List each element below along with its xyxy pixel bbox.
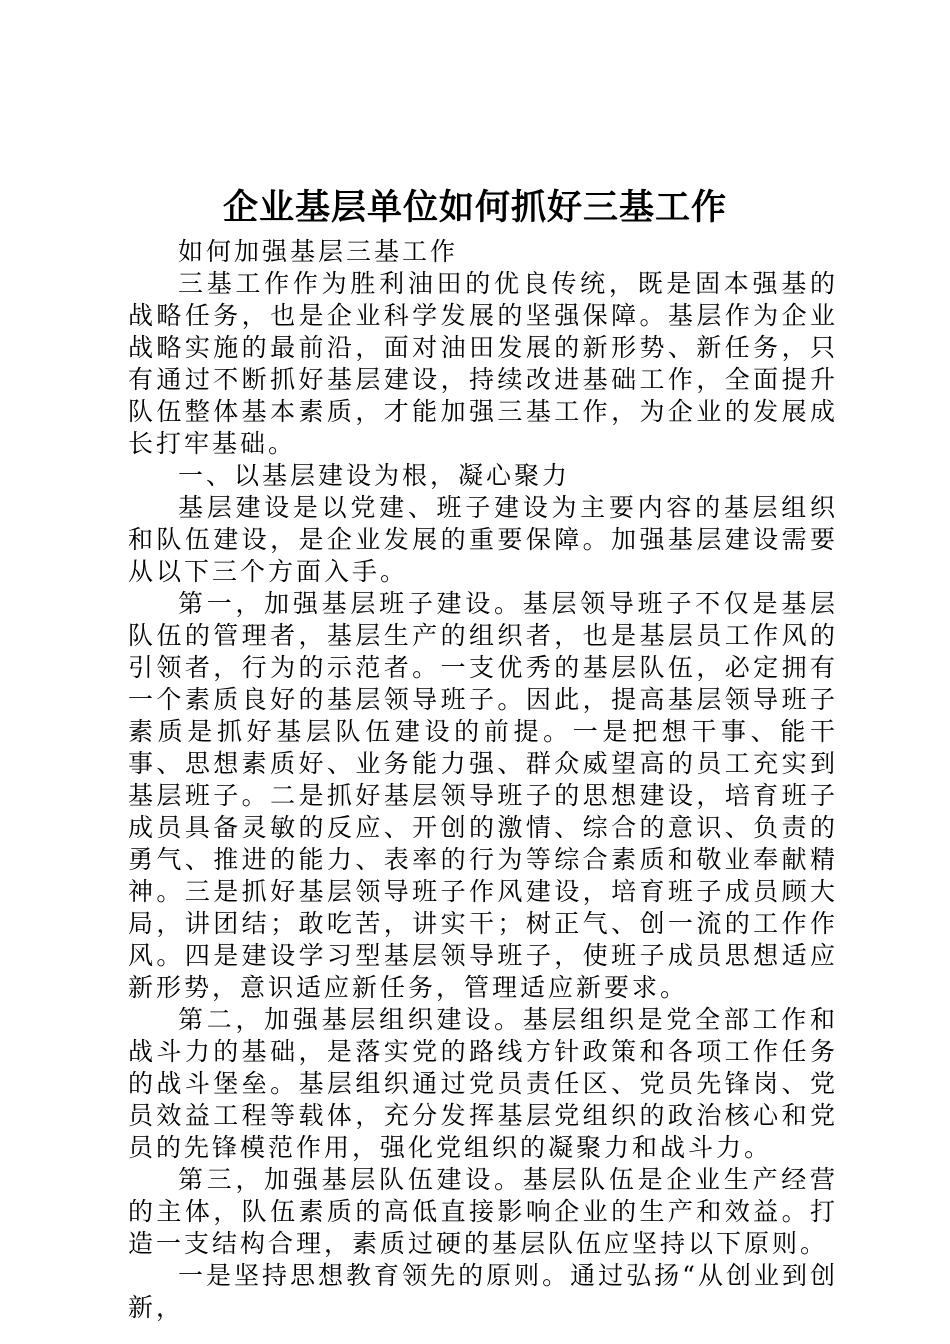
body-paragraph: 三基工作作为胜利油田的优良传统，既是固本强基的战略任务，也是企业科学发展的坚强保障。基层作为企业战略实施的最前沿，面对油田发展的新形势、新任务，只有通过不断抓好基层建设，持续改进基础工作，全面提升队伍整体基本素质，才能加强三基工作，为企业的发展成长打牢基础。: [128, 269, 838, 458]
section-heading: 一、以基层建设为根，凝心聚力: [178, 461, 571, 490]
body-paragraph: 基层建设是以党建、班子建设为主要内容的基层组织和队伍建设，是企业发展的重要保障。加强基层建设需要从以下三个方面入手。: [128, 493, 838, 586]
body-paragraph: 第三，加强基层队伍建设。基层队伍是企业生产经营的主体，队伍素质的高低直接影响企业的生产和效益。打造一支结构合理，素质过硬的基层队伍应坚持以下原则。: [128, 1165, 838, 1258]
body-paragraph: 第二，加强基层组织建设。基层组织是党全部工作和战斗力的基础，是落实党的路线方针政策和各项工作任务的战斗堡垒。基层组织通过党员责任区、党员先锋岗、党员效益工程等载体，充分发挥基层党组织的政治核心和党员的先锋模范作用，强化党组织的凝聚力和战斗力。: [128, 1005, 838, 1162]
body-paragraph: 一是坚持思想教育领先的原则。通过弘扬“从创业到创新，: [128, 1261, 838, 1322]
document-body: [128, 236, 838, 1324]
subtitle-paragraph: 如何加强基层三基工作: [178, 237, 459, 266]
body-paragraph: 第一，加强基层班子建设。基层领导班子不仅是基层队伍的管理者，基层生产的组织者，也是基层员工作风的引领者，行为的示范者。一支优秀的基层队伍，必定拥有一个素质良好的基层领导班子。因此，提高基层领导班子素质是抓好基层队伍建设的前提。一是把想干事、能干事、思想素质好、业务能力强、群众威望高的员工充实到基层班子。二是抓好基层领导班子的思想建设，培育班子成员具备灵敏的反应、开创的激情、综合的意识、负责的勇气、推进的能力、表率的行为等综合素质和敬业奉献精神。三是抓好基层领导班子作风建设，培育班子成员顾大局，讲团结；敢吃苦，讲实干；树正气、创一流的工作作风。四是建设学习型基层领导班子，使班子成员思想适应新形势，意识适应新任务，管理适应新要求。: [128, 589, 838, 1002]
document-title: 企业基层单位如何抓好三基工作: [222, 187, 727, 228]
